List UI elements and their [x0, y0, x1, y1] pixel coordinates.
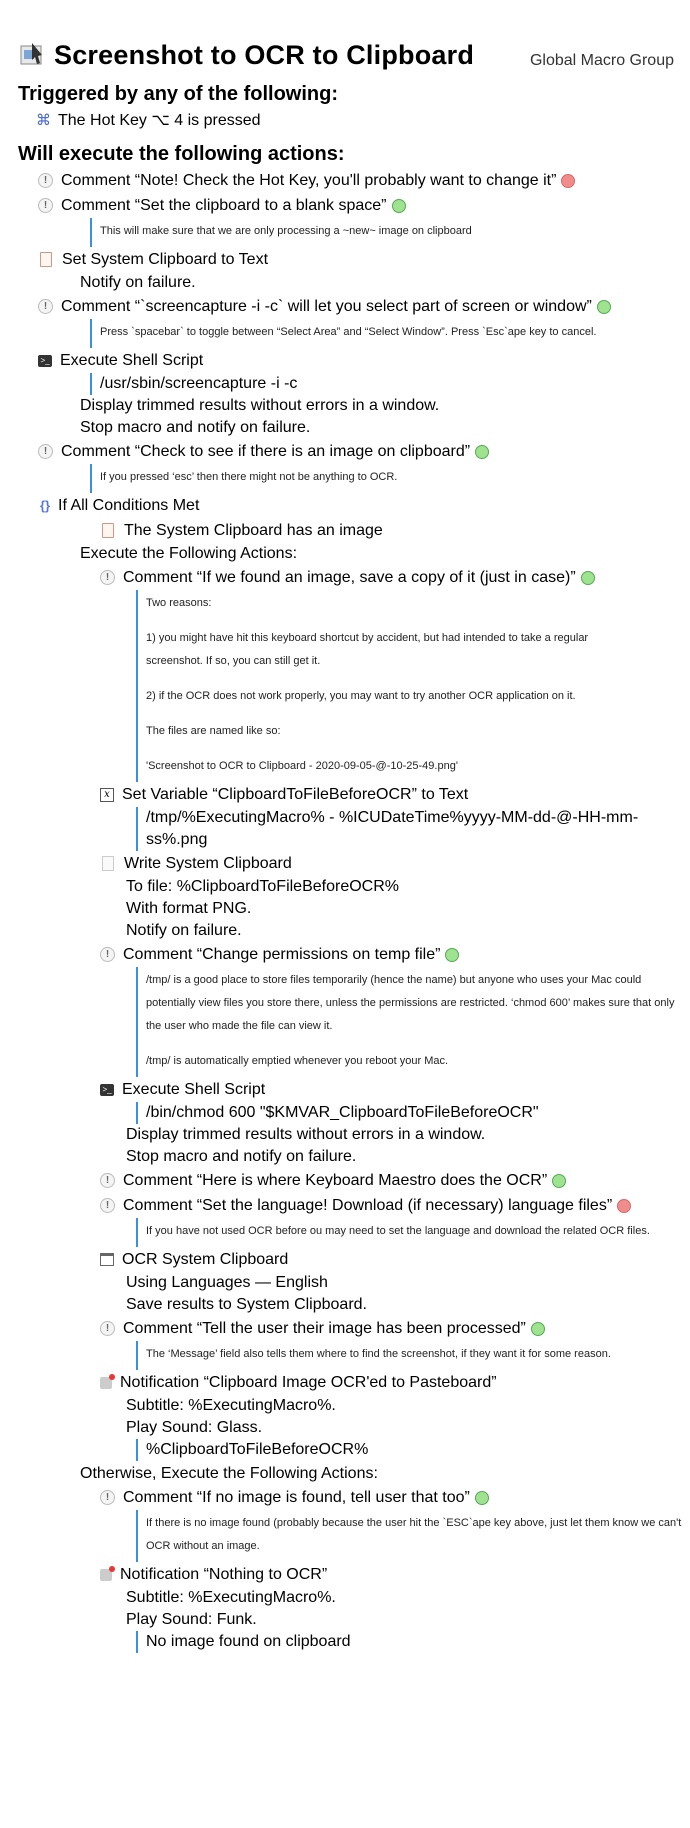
action-title: Notification “Nothing to OCR” — [120, 1565, 328, 1583]
variable-icon: x — [100, 788, 114, 802]
comment-icon: ! — [38, 173, 53, 188]
action-write-clipboard[interactable] — [98, 851, 676, 876]
comment-icon: ! — [100, 1198, 115, 1213]
note-line: 'Screenshot to OCR to Clipboard - 2020-09-05-@-10-25-49.png' — [146, 760, 458, 772]
action-title: If All Conditions Met — [58, 496, 200, 514]
comment-note — [136, 967, 690, 1077]
action-title: Comment “Set the language! Download (if necessary) language files” — [123, 1196, 613, 1214]
window-icon — [100, 1253, 114, 1266]
action-comment-save-copy[interactable] — [98, 565, 676, 590]
comment-note — [136, 590, 616, 782]
green-dot-icon — [392, 199, 406, 213]
comment-icon: ! — [100, 947, 115, 962]
action-detail: Using Languages — English — [126, 1274, 328, 1291]
action-shell-script[interactable] — [36, 348, 676, 373]
action-title: Comment “If no image is found, tell user that too” — [123, 1488, 470, 1506]
action-detail: To file: %ClipboardToFileBeforeOCR% — [126, 878, 399, 895]
action-title: Comment “Note! Check the Hot Key, you'll probably want to change it” — [61, 171, 557, 189]
note-line: /tmp/ is automatically emptied whenever you reboot your Mac. — [146, 1055, 449, 1067]
action-title: Comment “Change permissions on temp file” — [123, 945, 441, 963]
macro-title: Screenshot to OCR to Clipboard — [54, 39, 475, 70]
action-detail: Notify on failure. — [80, 274, 196, 291]
action-detail: With format PNG. — [126, 900, 252, 917]
action-comment-permissions[interactable] — [98, 942, 676, 967]
comment-note: If you pressed ‘esc’ then there might not be anything to OCR. — [90, 464, 676, 493]
comment-note: If you have not used OCR before ou may need to set the language and download the related OCR files. — [136, 1218, 666, 1247]
screenshot-icon — [18, 41, 46, 69]
action-title: Set System Clipboard to Text — [62, 250, 269, 268]
note-spacer — [146, 615, 616, 627]
action-set-clipboard[interactable] — [36, 247, 676, 272]
comment-icon: ! — [100, 1173, 115, 1188]
green-dot-icon — [531, 1322, 545, 1336]
note-spacer — [146, 708, 616, 720]
green-dot-icon — [445, 948, 459, 962]
trigger-item[interactable] — [36, 108, 676, 132]
action-title: Comment “Here is where Keyboard Maestro does the OCR” — [123, 1171, 548, 1189]
comment-icon: ! — [100, 570, 115, 585]
notification-message: No image found on clipboard — [136, 1631, 676, 1653]
action-comment-language[interactable] — [98, 1193, 676, 1218]
action-comment-processed[interactable] — [98, 1316, 676, 1341]
action-title: Comment “Tell the user their image has been processed” — [123, 1319, 526, 1337]
action-detail: Play Sound: Glass. — [126, 1419, 263, 1436]
action-set-variable[interactable] — [98, 782, 676, 807]
red-dot-icon — [617, 1199, 631, 1213]
comment-note: If there is no image found (probably because the user hit the `ESC`ape key above, just let them know we can't OCR without an image. — [136, 1510, 686, 1562]
action-title: Execute Shell Script — [122, 1080, 266, 1098]
action-title: Notification “Clipboard Image OCR'ed to Pasteboard” — [120, 1373, 497, 1391]
action-comment-note[interactable] — [36, 168, 676, 193]
action-if-conditions[interactable] — [36, 493, 676, 518]
braces-icon: {} — [39, 498, 51, 513]
note-line: Two reasons: — [146, 597, 212, 609]
action-detail: Notify on failure. — [126, 922, 242, 939]
action-comment-blank[interactable] — [36, 193, 676, 218]
action-title: OCR System Clipboard — [122, 1250, 289, 1268]
action-title: Write System Clipboard — [124, 854, 292, 872]
comment-icon: ! — [38, 444, 53, 459]
action-detail: Display trimmed results without errors in a window. — [126, 1126, 486, 1143]
note-line: 2) if the OCR does not work properly, you may want to try another OCR application on it. — [146, 690, 576, 702]
note-spacer — [146, 673, 616, 685]
variable-value — [136, 807, 676, 851]
action-shell-script-chmod[interactable] — [98, 1077, 676, 1102]
trigger-label: The Hot Key ⌥ 4 is pressed — [58, 112, 261, 129]
comment-icon: ! — [38, 299, 53, 314]
note-line: The files are named like so: — [146, 725, 281, 737]
action-notification-nothing[interactable] — [98, 1562, 676, 1587]
notification-message: %ClipboardToFileBeforeOCR% — [136, 1439, 676, 1461]
action-title: Execute Shell Script — [60, 351, 204, 369]
action-detail: Stop macro and notify on failure. — [80, 419, 311, 436]
action-detail: Subtitle: %ExecutingMacro%. — [126, 1397, 336, 1414]
action-ocr-clipboard[interactable] — [98, 1247, 676, 1272]
action-comment-ocr[interactable] — [98, 1168, 676, 1193]
actions-heading: Will execute the following actions: — [18, 143, 345, 165]
comment-note: The ‘Message’ field also tells them where to find the screenshot, if they want it for some reason. — [136, 1341, 676, 1370]
macro-view — [0, 38, 690, 1653]
script-code: /usr/sbin/screencapture -i -c — [90, 373, 676, 395]
green-dot-icon — [552, 1174, 566, 1188]
green-dot-icon — [597, 300, 611, 314]
code-line: ss%.png — [146, 831, 208, 848]
command-key-icon: ⌘ — [36, 112, 51, 129]
action-comment-no-image[interactable] — [98, 1485, 676, 1510]
green-dot-icon — [581, 571, 595, 585]
terminal-icon: >_ — [38, 355, 52, 367]
then-label: Execute the Following Actions: — [80, 545, 298, 562]
condition-label: The System Clipboard has an image — [124, 521, 383, 539]
note-line: 1) you might have hit this keyboard shortcut by accident, but had intended to take a regular screenshot. If so, you can still get it. — [146, 632, 589, 667]
action-title: Comment “`screencapture -i -c` will let you select part of screen or window” — [61, 297, 592, 315]
clipboard-icon — [40, 252, 52, 267]
macro-group-label: Global Macro Group — [529, 52, 674, 69]
comment-note: Press `spacebar` to toggle between “Select Area” and “Select Window”. Press `Esc`ape key to cancel. — [90, 319, 676, 348]
comment-icon: ! — [100, 1321, 115, 1336]
action-notification-ocred[interactable] — [98, 1370, 676, 1395]
action-title: Set Variable “ClipboardToFileBeforeOCR” to Text — [122, 785, 469, 803]
else-label: Otherwise, Execute the Following Actions: — [80, 1465, 378, 1482]
note-spacer — [146, 743, 616, 755]
action-title: Comment “If we found an image, save a copy of it (just in case)” — [123, 568, 576, 586]
action-detail: Display trimmed results without errors in a window. — [80, 397, 440, 414]
script-code: /bin/chmod 600 "$KMVAR_ClipboardToFileBeforeOCR" — [136, 1102, 676, 1124]
note-spacer — [146, 1038, 690, 1050]
condition-item[interactable] — [98, 518, 676, 543]
action-title: Comment “Check to see if there is an image on clipboard” — [61, 442, 471, 460]
action-comment-screencapture[interactable] — [36, 294, 676, 319]
action-title: Comment “Set the clipboard to a blank space” — [61, 196, 387, 214]
green-dot-icon — [475, 1491, 489, 1505]
comment-note: This will make sure that we are only processing a ~new~ image on clipboard — [90, 218, 676, 247]
action-detail: Subtitle: %ExecutingMacro%. — [126, 1589, 336, 1606]
document-icon — [102, 856, 114, 871]
notification-icon — [100, 1569, 112, 1581]
red-dot-icon — [561, 174, 575, 188]
comment-icon: ! — [100, 1490, 115, 1505]
action-detail: Stop macro and notify on failure. — [126, 1148, 357, 1165]
triggers-heading: Triggered by any of the following: — [18, 83, 339, 105]
action-comment-check[interactable] — [36, 439, 676, 464]
code-line: /tmp/%ExecutingMacro% - %ICUDateTime%yyyy-MM-dd-@-HH-mm- — [146, 809, 639, 826]
notification-icon — [100, 1377, 112, 1389]
clipboard-icon — [102, 523, 114, 538]
green-dot-icon — [475, 445, 489, 459]
comment-icon: ! — [38, 198, 53, 213]
note-line: /tmp/ is a good place to store files temporarily (hence the name) but anyone who uses your Mac could potentially view files you store there, unless the permissions are restricted. ‘chmod 600’ makes sure that only the user who made the file can view it. — [146, 974, 675, 1032]
action-detail: Play Sound: Funk. — [126, 1611, 257, 1628]
action-detail: Save results to System Clipboard. — [126, 1296, 367, 1313]
terminal-icon: >_ — [100, 1084, 114, 1096]
